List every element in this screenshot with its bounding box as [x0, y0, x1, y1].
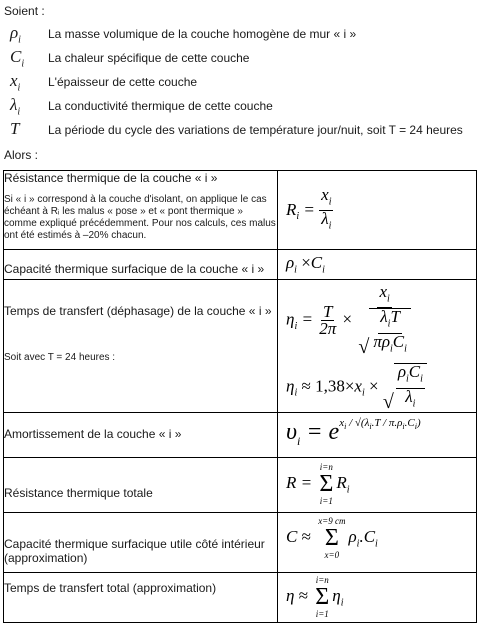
- table-row: [4, 572, 477, 622]
- definition-row: [8, 22, 478, 46]
- row-label-cell: [4, 412, 278, 457]
- formula-damping: $\upsilon_i = e^{x_i / √(\lambda_i.T / \pi.\rho_i.C_i)}$: [286, 416, 421, 448]
- formula-cell: [278, 280, 477, 413]
- definition-text: La période du cycle des variations de température jour/nuit, soit T = 24 heures: [48, 123, 463, 137]
- definition-row: [8, 46, 478, 70]
- table-row: [4, 280, 477, 413]
- definition-text: La chaleur spécifique de cette couche: [48, 51, 250, 65]
- row-label-cell: [4, 572, 278, 622]
- row-note: Si « i » correspond à la couche d'isolant, on applique le cas échéant à Rᵢ les malus « pose » et « pont thermique » comme expliqué précédemment. Pour nos calculs, ces malus ont été estimés à –20% chacun.: [4, 194, 276, 241]
- formula-useful-capacity: C ≈ x=9 cm Σ x=0 $\rho_i.C_i$: [286, 515, 378, 560]
- formula-cell: [278, 412, 477, 457]
- formula-total-transfer: η ≈ i=n Σ i=1 $\eta_i$: [286, 574, 344, 619]
- definition-symbol: $\lambda_i$: [10, 95, 21, 118]
- row-label-cell: [4, 512, 278, 572]
- table-row: [4, 250, 477, 280]
- formula-cell: [278, 457, 477, 512]
- table-row: [4, 512, 477, 572]
- definitions-list: [8, 22, 478, 142]
- definition-row: [8, 94, 478, 118]
- definition-symbol: $\rho_i$: [10, 23, 21, 46]
- formula-cell: [278, 512, 477, 572]
- row-label-cell: [4, 457, 278, 512]
- row-label: Amortissement de la couche « i »: [4, 426, 182, 441]
- row-label-cell: [4, 280, 278, 413]
- heading-soient: Soient :: [4, 4, 45, 18]
- row-label: Résistance thermique totale: [4, 485, 153, 500]
- row-label: Résistance thermique de la couche « i »: [4, 171, 218, 185]
- formula-phase-shift-numeric: $\eta_i \approx 1,38\times x_i$ × √ $\frac{\rho_iC_i}{\lambda_i}$: [286, 363, 476, 412]
- definition-row: [8, 118, 478, 142]
- definition-symbol: T: [10, 119, 20, 138]
- heading-alors: Alors :: [4, 148, 39, 162]
- row-label: Capacité thermique surfacique utile côté intérieur (approximation): [4, 536, 265, 565]
- definition-symbol: $C_i$: [10, 47, 25, 70]
- formula-table: [3, 170, 477, 623]
- row-label-cell: [4, 250, 278, 280]
- table-row: [4, 171, 477, 250]
- table-row: [4, 412, 477, 457]
- row-note: Soit avec T = 24 heures :: [4, 352, 116, 363]
- row-label: Temps de transfert (déphasage) de la couche « i »: [4, 304, 272, 318]
- definition-text: L'épaisseur de cette couche: [48, 75, 198, 89]
- formula-cell: [278, 572, 477, 622]
- phase-coefficient: 1,38: [315, 376, 345, 396]
- formula-total-resistance: R = i=n Σ i=1 $R_i$: [286, 461, 350, 506]
- formula-cell: [278, 171, 477, 250]
- row-label: Capacité thermique surfacique de la couche « i »: [4, 262, 265, 276]
- definition-symbol: $x_i$: [10, 71, 21, 94]
- row-label-cell: [4, 171, 278, 250]
- formula-capacity-layer: $\rho_i \times C_i$: [286, 253, 325, 276]
- formula-phase-shift: $\eta_i$ = $\frac{T}{2\pi}$ × $x_i$ √ $\frac{\lambda_iT}{\pi\rho_iC_i}$: [286, 284, 476, 357]
- formula-cell: [278, 250, 477, 280]
- definition-row: [8, 70, 478, 94]
- row-label: Temps de transfert total (approximation): [4, 580, 217, 595]
- formula-resistance-layer: $R_i$ = $\frac{x_i}{\lambda_i}$: [286, 185, 332, 232]
- definition-text: La conductivité thermique de cette couche: [48, 99, 273, 113]
- definition-text: La masse volumique de la couche homogène de mur « i »: [48, 27, 357, 41]
- table-row: [4, 457, 477, 512]
